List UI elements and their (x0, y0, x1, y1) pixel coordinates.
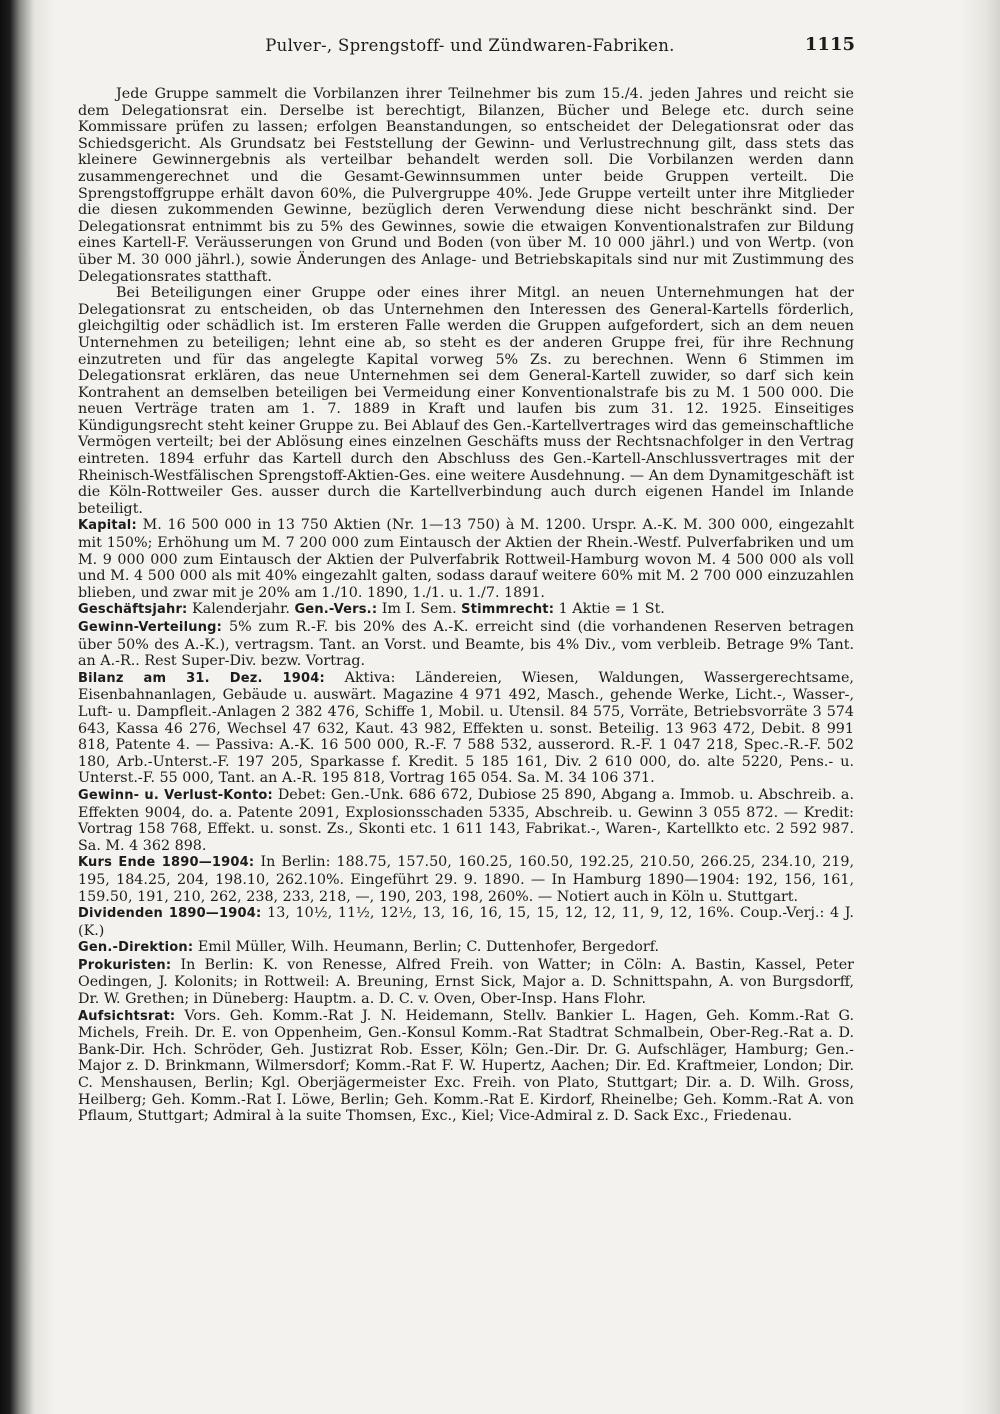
entry-kurs (78, 854, 854, 905)
entry-text: 1 Aktie = 1 St. (558, 601, 665, 618)
entry-kapital (78, 517, 854, 601)
entry-text: In Berlin: K. von Renesse, Alfred Freih. von Watter; in Cöln: A. Bastin, Kassel, Peter Oedingen, J. Kolonits; in Rottweil: A. Breuning, Ernst Sick, Major a. D. Schnittspahn, A. von Burgsdorff, Dr. W. Grethen; in Düneberg: Hauptm. a. D. C. v. Oven, Ober-Insp. Hans Flohr. (78, 956, 855, 1008)
entry-gewinn-verteilung (78, 619, 854, 670)
entry-text: Emil Müller, Wilh. Heumann, Berlin; C. Duttenhofer, Bergedorf. (197, 939, 660, 956)
entry-label: Stimmrecht: (461, 602, 555, 618)
entry-text: Aktiva: Ländereien, Wiesen, Waldungen, Wassergerechtsame, Eisenbahnanlagen, Gebäude u. auswärt. Magazine 4 971 492, Masch., gehende Werke, Licht.-, Wasser-, Luft- u. Dampfleit.-Anlagen 2 382 476, Schiffe 1, Mobil. u. Utensil. 84 575, Vorräte, Betriebsvorräte 3 574 643, Kassa 46 276, Wechsel 47 632, Kaut. 43 982, Effekten u. sonst. Beteilig. 13 963 472, Debit. 8 991 818, Patente 4. — Passiva: A.-K. 16 500 000, R.-F. 7 588 532, ausserord. R.-F. 1 047 218, Spec.-R.-F. 502 180, Arb.-Unterst.-F. 197 205, Sparkasse f. Kredit. 5 185 161, Div. 2 610 000, do. alte 5220, Pens.- u. Unterst.-F. 55 000, Tant. an A.-R. 195 818, Vortrag 165 054. Sa. M. 34 106 371. (78, 669, 854, 787)
entry-text: Vors. Geh. Komm.-Rat J. N. Heidemann, Stellv. Bankier L. Hagen, Geh. Komm.-Rat G. Michels, Freih. Dr. E. von Oppenheim, Gen.-Konsul Komm.-Rat Stadtrat Schmalbein, Ober-Reg.-Rat a. D. Bank-Dir. Hch. Schröder, Geh. Justizrat Rob. Esser, Köln; Gen.-Dir. Dr. G. Aufschläger, Hamburg; Gen.-Major z. D. Brinkmann, Wilmersdorf; Komm.-Rat F. W. Hupertz, Aachen; Dir. Ed. Kraftmeier, London; Dir. C. Menshausen, Berlin; Kgl. Oberjägermeister Exc. Freih. von Plato, Stuttgart; Dir. a. D. Wilh. Gross, Heilberg; Geh. Komm.-Rat I. Löwe, Berlin; Geh. Komm.-Rat E. Kirdorf, Rheinelbe; Geh. Komm.-Rat A. von Pflaum, Stuttgart; Admiral à la suite Thomsen, Exc., Kiel; Vice-Admiral z. D. Sack Exc., Friedenau. (78, 1007, 854, 1125)
entry-dividenden (78, 905, 854, 939)
entry-text: Debet: Gen.-Unk. 686 672, Dubiose 25 890, Abgang a. Immob. u. Abschreib. a. Effekten 9004, do. a. Patente 2091, Explosionsschaden 5335, Abschreib. u. Gewinn 3 055 872. — Kredit: Vortrag 158 768, Effekt. u. sonst. Zs., Skonti etc. 1 611 143, Fabrikat.-, Waren-, Kartellkto etc. 2 592 987. Sa. M. 4 362 898. (78, 786, 854, 854)
entry-label: Gen.-Direktion: (78, 940, 194, 956)
entry-text: M. 16 500 000 in 13 750 Aktien (Nr. 1—13 750) à M. 1200. Urspr. A.-K. M. 300 000, eingezahlt mit 150%; Erhöhung um M. 7 200 000 zum Eintausch der Aktien der Rhein.-Westf. Pulverfabriken und um M. 9 000 000 zum Eintausch der Aktien der Pulverfabrik Rottweil-Hamburg wovon M. 4 500 000 als voll und M. 4 500 000 als mit 40% eingezahlt galten, sodass darauf weitere 60% mit M. 2 700 000 einzuzahlen blieben, und zwar mit je 20% am 1./10. 1890, 1./1. u. 1./7. 1891. (78, 517, 854, 601)
entry-label: Kapital: (78, 518, 137, 534)
entry-label: Bilanz am 31. Dez. 1904: (78, 670, 325, 686)
paragraph: Bei Beteiligungen einer Gruppe oder eines ihrer Mitgl. an neuen Unternehmungen hat der Delegationsrat zu entscheiden, ob das Unternehmen den Interessen des General-Kartells förderlich, gleichgiltig oder schädlich ist. Im ersteren Falle werden die Gruppen aufgefordert, sich an dem neuen Unternehmen zu beteiligen; lehnt eine ab, so steht es der anderen Gruppe frei, für ihre Rechnung einzutreten und für das angelegte Kapital vorweg 5% Zs. zu berechnen. Wenn 6 Stimmen im Delegationsrat erklären, das neue Unternehmen sei dem General-Kartell zuwider, so darf sich kein Kontrahent an demselben beteiligen bei Vermeidung einer Konventionalstrafe bis zu M. 1 500 000. Die neuen Verträge traten am 1. 7. 1889 in Kraft und laufen bis zum 31. 12. 1925. Einseitiges Kündigungsrecht steht keiner Gruppe zu. Bei Ablauf des Gen.-Kartellvertrages wird das gemeinschaftliche Vermögen verteilt; bei der Ablösung eines einzelnen Geschäfts muss der Rechtsnachfolger in den Vertrag eintreten. 1894 erfuhr das Kartell durch den Abschluss des Gen.-Kartell-Anschlussvertrages mit der Rheinisch-Westfälischen Sprengstoff-Aktien-Ges. eine weitere Ausdehnung. — An dem Dynamitgeschäft ist die Köln-Rottweiler Ges. ausser durch die Kartellverbindung auch durch eigenen Handel im Inlande beteiligt. (78, 285, 855, 517)
entry-label: Gewinn-Verteilung: (78, 620, 223, 635)
entry-prokuristen (78, 957, 854, 1008)
entry-direktion (78, 939, 854, 957)
entry-gewinn-verlust (78, 787, 854, 854)
entry-text: Kalenderjahr. (192, 601, 290, 618)
body-text (78, 86, 854, 1125)
entry-label: Gen.-Vers.: (294, 602, 378, 618)
entry-label: Aufsichtsrat: (78, 1008, 176, 1024)
entry-label: Geschäftsjahr: (78, 602, 188, 618)
paragraph: Jede Gruppe sammelt die Vorbilanzen ihrer Teilnehmer bis zum 15./4. jeden Jahres und reicht sie dem Delegationsrat ein. Derselbe ist berechtigt, Bilanzen, Bücher und Belege etc. durch seine Kommissare prüfen zu lassen; erfolgen Beanstandungen, so entscheidet der Delegationsrat oder das Schiedsgericht. Als Grundsatz bei Feststellung der Gewinn- und Verlustrechnung gilt, dass stets das kleinere Gewinnergebnis als verteilbar behandelt werden soll. Die Vorbilanzen werden dann zusammengerechnet und die Gesamt-Gewinnsummen unter beide Gruppen verteilt. Die Sprengstoffgruppe erhält davon 60%, die Pulvergruppe 40%. Jede Gruppe verteilt unter ihre Mitglieder die diesen zukommenden Gewinne, bezüglich deren Verwendung diese nicht beschränkt sind. Der Delegationsrat entnimmt bis zu 5% des Gewinnes, sowie die etwaigen Konventionalstrafen zur Bildung eines Kartell-F. Veräusserungen von Grund und Boden (von über M. 10 000 jährl.) und von Wertp. (von über M. 30 000 jährl.), sowie Änderungen des Anlage- und Betriebskapitals sind nur mit Zustimmung des Delegationsrates statthaft. (78, 86, 854, 285)
entry-aufsichtsrat (78, 1008, 854, 1125)
entry-label: Kurs Ende 1890—1904: (78, 855, 255, 871)
running-header: Pulver-, Sprengstoff- und Zündwaren-Fabriken. (265, 36, 675, 55)
entry-label: Gewinn- u. Verlust-Konto: (78, 787, 273, 803)
entry-geschaeftsjahr (78, 601, 854, 619)
entry-label: Dividenden 1890—1904: (78, 906, 262, 922)
entry-text: 13, 10½, 11½, 12½, 13, 16, 16, 15, 15, 12, 12, 11, 9, 12, 16%. Coup.-Verj.: 4 J. (K.) (78, 905, 854, 939)
entry-text: 5% zum R.-F. bis 20% des A.-K. erreicht sind (die vorhandenen Reserven betragen über 50% des A.-K.), vertragsm. Tant. an Vorst. und Beamte, bis 4% Div., vom verbleib. Betrage 9% Tant. an A.-R.. Rest Super-Div. bezw. Vortrag. (78, 619, 854, 670)
entry-text: In Berlin: 188.75, 157.50, 160.25, 160.50, 192.25, 210.50, 266.25, 234.10, 219, 195, 184.25, 204, 198.10, 262.10%. Eingeführt 29. 9. 1890. — In Hamburg 1890—1904: 192, 156, 161, 159.50, 191, 210, 262, 238, 233, 218, —, 190, 203, 198, 260%. — Notiert auch in Köln u. Stuttgart. (78, 854, 855, 905)
entry-label: Prokuristen: (78, 957, 172, 973)
entry-bilanz (78, 670, 854, 787)
entry-text: Im I. Sem. (381, 601, 457, 618)
page-number: 1115 (804, 34, 855, 55)
